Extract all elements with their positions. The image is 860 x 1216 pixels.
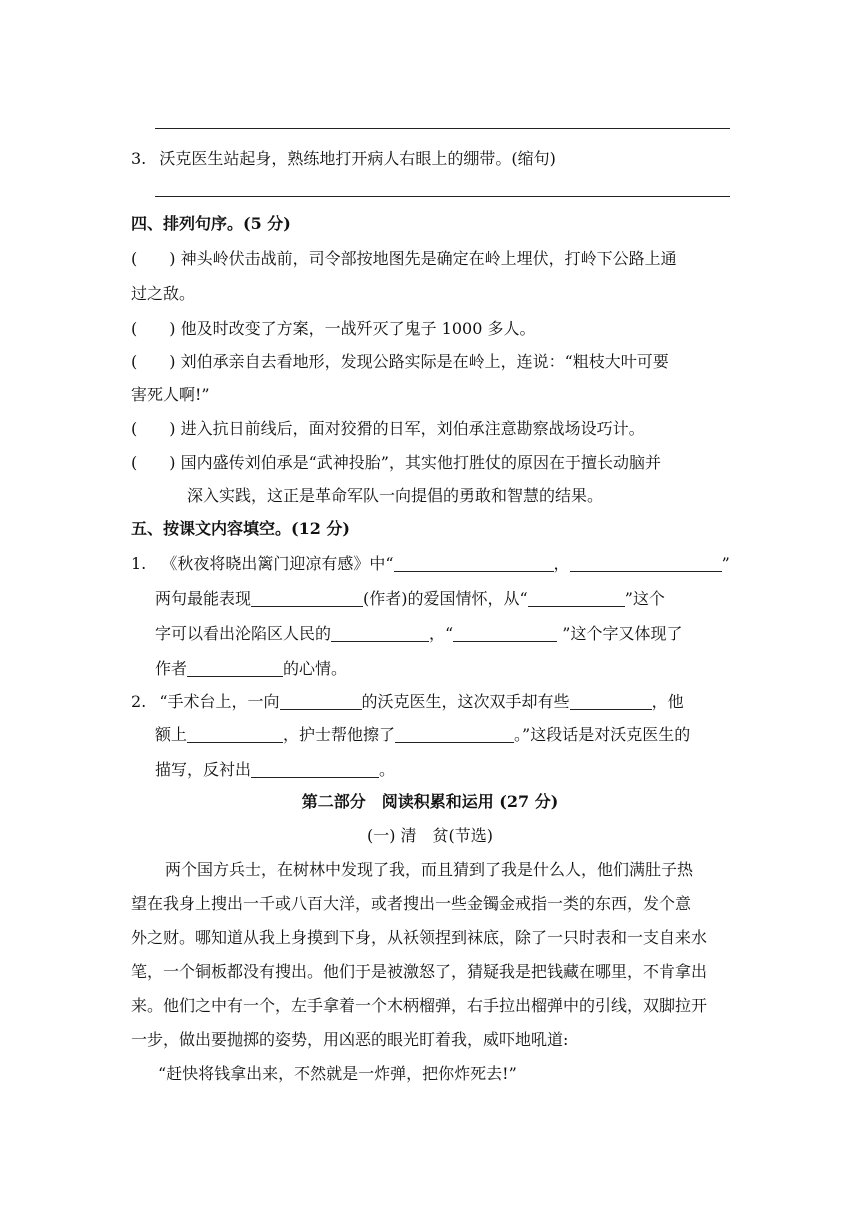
fill-question-1: 1. 《秋夜将晓出篱门迎凉有感》中“ ， ” [131, 554, 730, 573]
blank[interactable] [251, 759, 379, 778]
passage-line: 笔，一个铜板都没有搜出。他们于是被激怒了，猜疑我是把钱藏在哪里，不肯拿出 [131, 962, 708, 981]
order-item-continued: 过之敌。 [131, 284, 196, 303]
blank[interactable] [394, 553, 554, 572]
fill-question-2-line3: 描写，反衬出 。 [155, 760, 396, 779]
order-bracket: ( ) [131, 249, 176, 268]
order-item [131, 416, 645, 439]
blank[interactable] [187, 724, 283, 743]
order-item [131, 316, 536, 339]
fill-question-1-line3: 字可以看出沦陷区人民的 ，“ ”这个字又体现了 [155, 624, 683, 643]
order-bracket: ( ) [131, 319, 176, 338]
blank[interactable] [570, 691, 652, 710]
blank[interactable] [528, 588, 625, 607]
question-number: 1. [131, 554, 147, 573]
order-text: 进入抗日前线后，面对狡猾的日军，刘伯承注意勘察战场设巧计。 [180, 419, 645, 438]
answer-line [155, 196, 730, 197]
fill-question-1-line2: 两句最能表现 (作者)的爱国情怀，从“ ”这个 [155, 589, 665, 608]
order-item-continued: 深入实践，这正是革命军队一向提倡的勇敢和智慧的结果。 [187, 486, 604, 505]
question-number: 3. [131, 149, 147, 168]
question-text: 沃克医生站起身，熟练地打开病人右眼上的绷带。(缩句) [159, 149, 556, 168]
passage-line: 来。他们之中有一个，左手拿着一个木柄榴弹，右手拉出榴弹中的引线，双脚拉开 [131, 996, 708, 1015]
blank[interactable] [570, 553, 722, 572]
order-text: 国内盛传刘伯承是“武神投胎”，其实他打胜仗的原因在于擅长动脑并 [180, 453, 661, 472]
section-heading-4: 四、排列句序。(5 分) [131, 214, 291, 233]
order-text: 神头岭伏击战前，司令部按地图先是确定在岭上埋伏，打岭下公路上通 [180, 249, 677, 268]
passage-line: 一步，做出要抛掷的姿势，用凶恶的眼光盯着我，威吓地吼道: [131, 1030, 569, 1049]
passage-line: 外之财。哪知道从我上身摸到下身，从袄领捏到袜底，除了一只时表和一支自来水 [131, 928, 708, 947]
order-bracket: ( ) [131, 352, 176, 371]
order-bracket: ( ) [131, 453, 176, 472]
fill-question-1-line4: 作者 的心情。 [155, 659, 348, 678]
order-bracket: ( ) [131, 419, 176, 438]
passage-line: 望在我身上搜出一千或八百大洋，或者搜出一些金镯金戒指一类的东西，发个意 [131, 894, 692, 913]
blank[interactable] [453, 623, 557, 642]
fill-question-2: 2. “手术台上，一向 的沃克医生，这次双手却有些 ，他 [131, 692, 684, 711]
blank[interactable] [187, 658, 283, 677]
blank[interactable] [331, 623, 429, 642]
answer-line [155, 128, 730, 129]
question-3 [131, 146, 556, 169]
order-item [131, 450, 661, 473]
blank[interactable] [280, 691, 362, 710]
order-text: 他及时改变了方案，一战歼灭了鬼子 1000 多人。 [180, 319, 536, 338]
order-text: 刘伯承亲自去看地形，发现公路实际是在岭上，连说：“粗枝大叶可要 [180, 352, 669, 371]
passage-quote: “赶快将钱拿出来，不然就是一炸弹，把你炸死去!” [158, 1064, 517, 1083]
order-item [131, 349, 669, 372]
fill-question-2-line2: 额上 ，护士帮他擦了 。”这段话是对沃克医生的 [155, 725, 691, 744]
passage-title: (一) 清 贫(节选) [366, 826, 494, 845]
blank[interactable] [251, 588, 363, 607]
part-title: 第二部分 阅读积累和运用 (27 分) [301, 792, 559, 811]
question-number: 2. [131, 692, 147, 711]
order-item [131, 246, 677, 269]
order-item-continued: 害死人啊!” [131, 385, 210, 404]
blank[interactable] [395, 724, 514, 743]
section-heading-5: 五、按课文内容填空。(12 分) [131, 519, 350, 538]
passage-line: 两个国方兵士，在树林中发现了我，而且猜到了我是什么人，他们满肚子热 [165, 860, 694, 879]
